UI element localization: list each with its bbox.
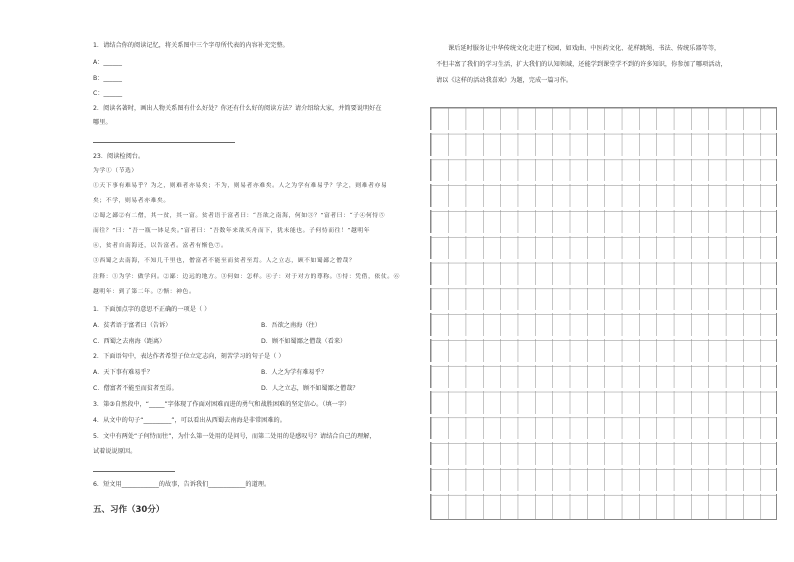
sub-question-6: 6．短文用____________的故事，告诉我们____________的道理。 — [93, 481, 271, 488]
sub1-stem: 1．下面加点字的意思不正确的一项是（ ） — [93, 306, 211, 313]
sub-question-3: 3．第③自然段中，“_____”字体现了作面对困难而进的勇气和战胜困难的坚定信心。（填一字） — [93, 401, 351, 408]
grid-row-gap — [430, 181, 777, 184]
grid-row-gap — [430, 336, 777, 339]
notes-line-1: 注释：①为学：做学问。②鄙：边远的地方。③何如：怎样。④子：对于对方的尊称。⑤恃：凭借，依仗。⑥ — [93, 274, 401, 280]
sub2-option-b: B．人之为学有难易乎？ — [261, 369, 328, 376]
sub2-option-d: D．人之立志，顾不如蜀鄙之僧哉？ — [261, 385, 359, 392]
grid-row-gap — [430, 465, 777, 468]
answer-b: B：______ — [93, 75, 122, 82]
sub1-option-c: C．西蜀之去南海（距离） — [93, 338, 166, 345]
question-2-line-2: 哪里。 — [93, 119, 112, 126]
grid-row-gap — [430, 233, 777, 236]
question-23-heading: 23．阅读检阅台。 — [93, 153, 145, 160]
answer-a: A：______ — [93, 59, 122, 66]
sub-question-4: 4．从文中的句子“_________”，可以看出从西蜀去南海是非常困难的。 — [93, 417, 286, 424]
answer-line-5 — [93, 471, 175, 472]
question-1: 1．请结合你的阅读记忆，将关系图中三个字母所代表的内容补充完整。 — [93, 42, 289, 49]
sub1-option-b: B．吾欲之南海（往） — [261, 322, 321, 329]
grid-row-gap — [430, 310, 777, 313]
passage-title: 为学①（节选） — [93, 168, 138, 174]
passage-p1-line-1: ①天下事有难易乎？为之，则难者亦易矣；不为，则易者亦难矣。人之为学有难易乎？学之，则难者亦易 — [93, 183, 388, 189]
grid-row-gap — [430, 285, 777, 288]
answer-line — [93, 142, 235, 143]
notes-line-2: 越明年：到了第二年。⑦惭：神色。 — [93, 289, 196, 295]
passage-p1-line-2: 矣；不学，则易者亦难矣。 — [93, 198, 170, 204]
sub-question-5-line-1: 5．文中有两处“子何恃而往”，为什么第一处用的是问号，而第二处用的是感叹号？请结合自己的理解， — [93, 433, 376, 440]
sub2-option-a: A．天下事有难易乎？ — [93, 369, 153, 376]
sub2-stem: 2．下面语句中，表达作者希望子位立定志向，刻苦学习的句子是（ ） — [93, 353, 285, 360]
grid-row-gap — [430, 156, 777, 159]
grid-row-gap — [430, 414, 777, 417]
prompt-line-2: 不但丰富了我们的学习生活，扩大我们的认知领域，还能学到课堂学不到的许多知识，你参加了哪项活动， — [436, 61, 727, 68]
passage-p3: ③西蜀之去南海，不知几千里也，僧富者不能至而贫者至焉。人之立志，顾不如蜀鄙之僧哉？ — [93, 258, 356, 264]
answer-c: C：______ — [93, 90, 123, 97]
sub2-option-c: C．僧富者不能至而贫者至焉。 — [93, 385, 178, 392]
prompt-line-1: 课后延时服务让中华传统文化走进了校园，如戏曲、中医药文化、花样跳绳、书法、传统乐器等等， — [448, 45, 721, 52]
prompt-line-3: 请以《这样的活动我喜欢》为题，完成一篇习作。 — [436, 77, 573, 84]
passage-p2-line-1: ②蜀之鄙②有二僧，其一贫，其一富。贫者语于富者曰：“吾欲之南海，何如③？”富者曰：“子④何恃⑤ — [93, 213, 386, 219]
grid-row-gap — [430, 362, 777, 365]
grid-row-gap — [430, 388, 777, 391]
composition-grid[interactable] — [430, 107, 777, 520]
grid-row-gap — [430, 439, 777, 442]
grid-row-gap — [430, 207, 777, 210]
sub1-option-a: A．贫者语于富者曰（告诉） — [93, 322, 172, 329]
grid-row-gap — [430, 130, 777, 133]
passage-p2-line-3: ⑥，贫者自南海还，以告富者。富者有惭色⑦。 — [93, 243, 228, 249]
sub-question-5-line-2: 试着说说原因。 — [93, 448, 137, 455]
section-5-heading: 五、习作（30分） — [93, 505, 165, 515]
sub1-option-d: D．顾不如蜀鄙之僧哉（看来） — [261, 338, 347, 345]
question-2-line-1: 2．阅读名著时，画出人物关系图有什么好处？你还有什么好的阅读方法？请介绍给大家，并简要说明好在 — [93, 105, 382, 112]
passage-p2-line-2: 而往？”曰：“吾一瓶一钵足矣。”富者曰：“吾数年来欲买舟而下，犹未能也。子何恃而往！”越明年 — [93, 228, 371, 234]
grid-row-gap — [430, 259, 777, 262]
grid-row-gap — [430, 491, 777, 494]
